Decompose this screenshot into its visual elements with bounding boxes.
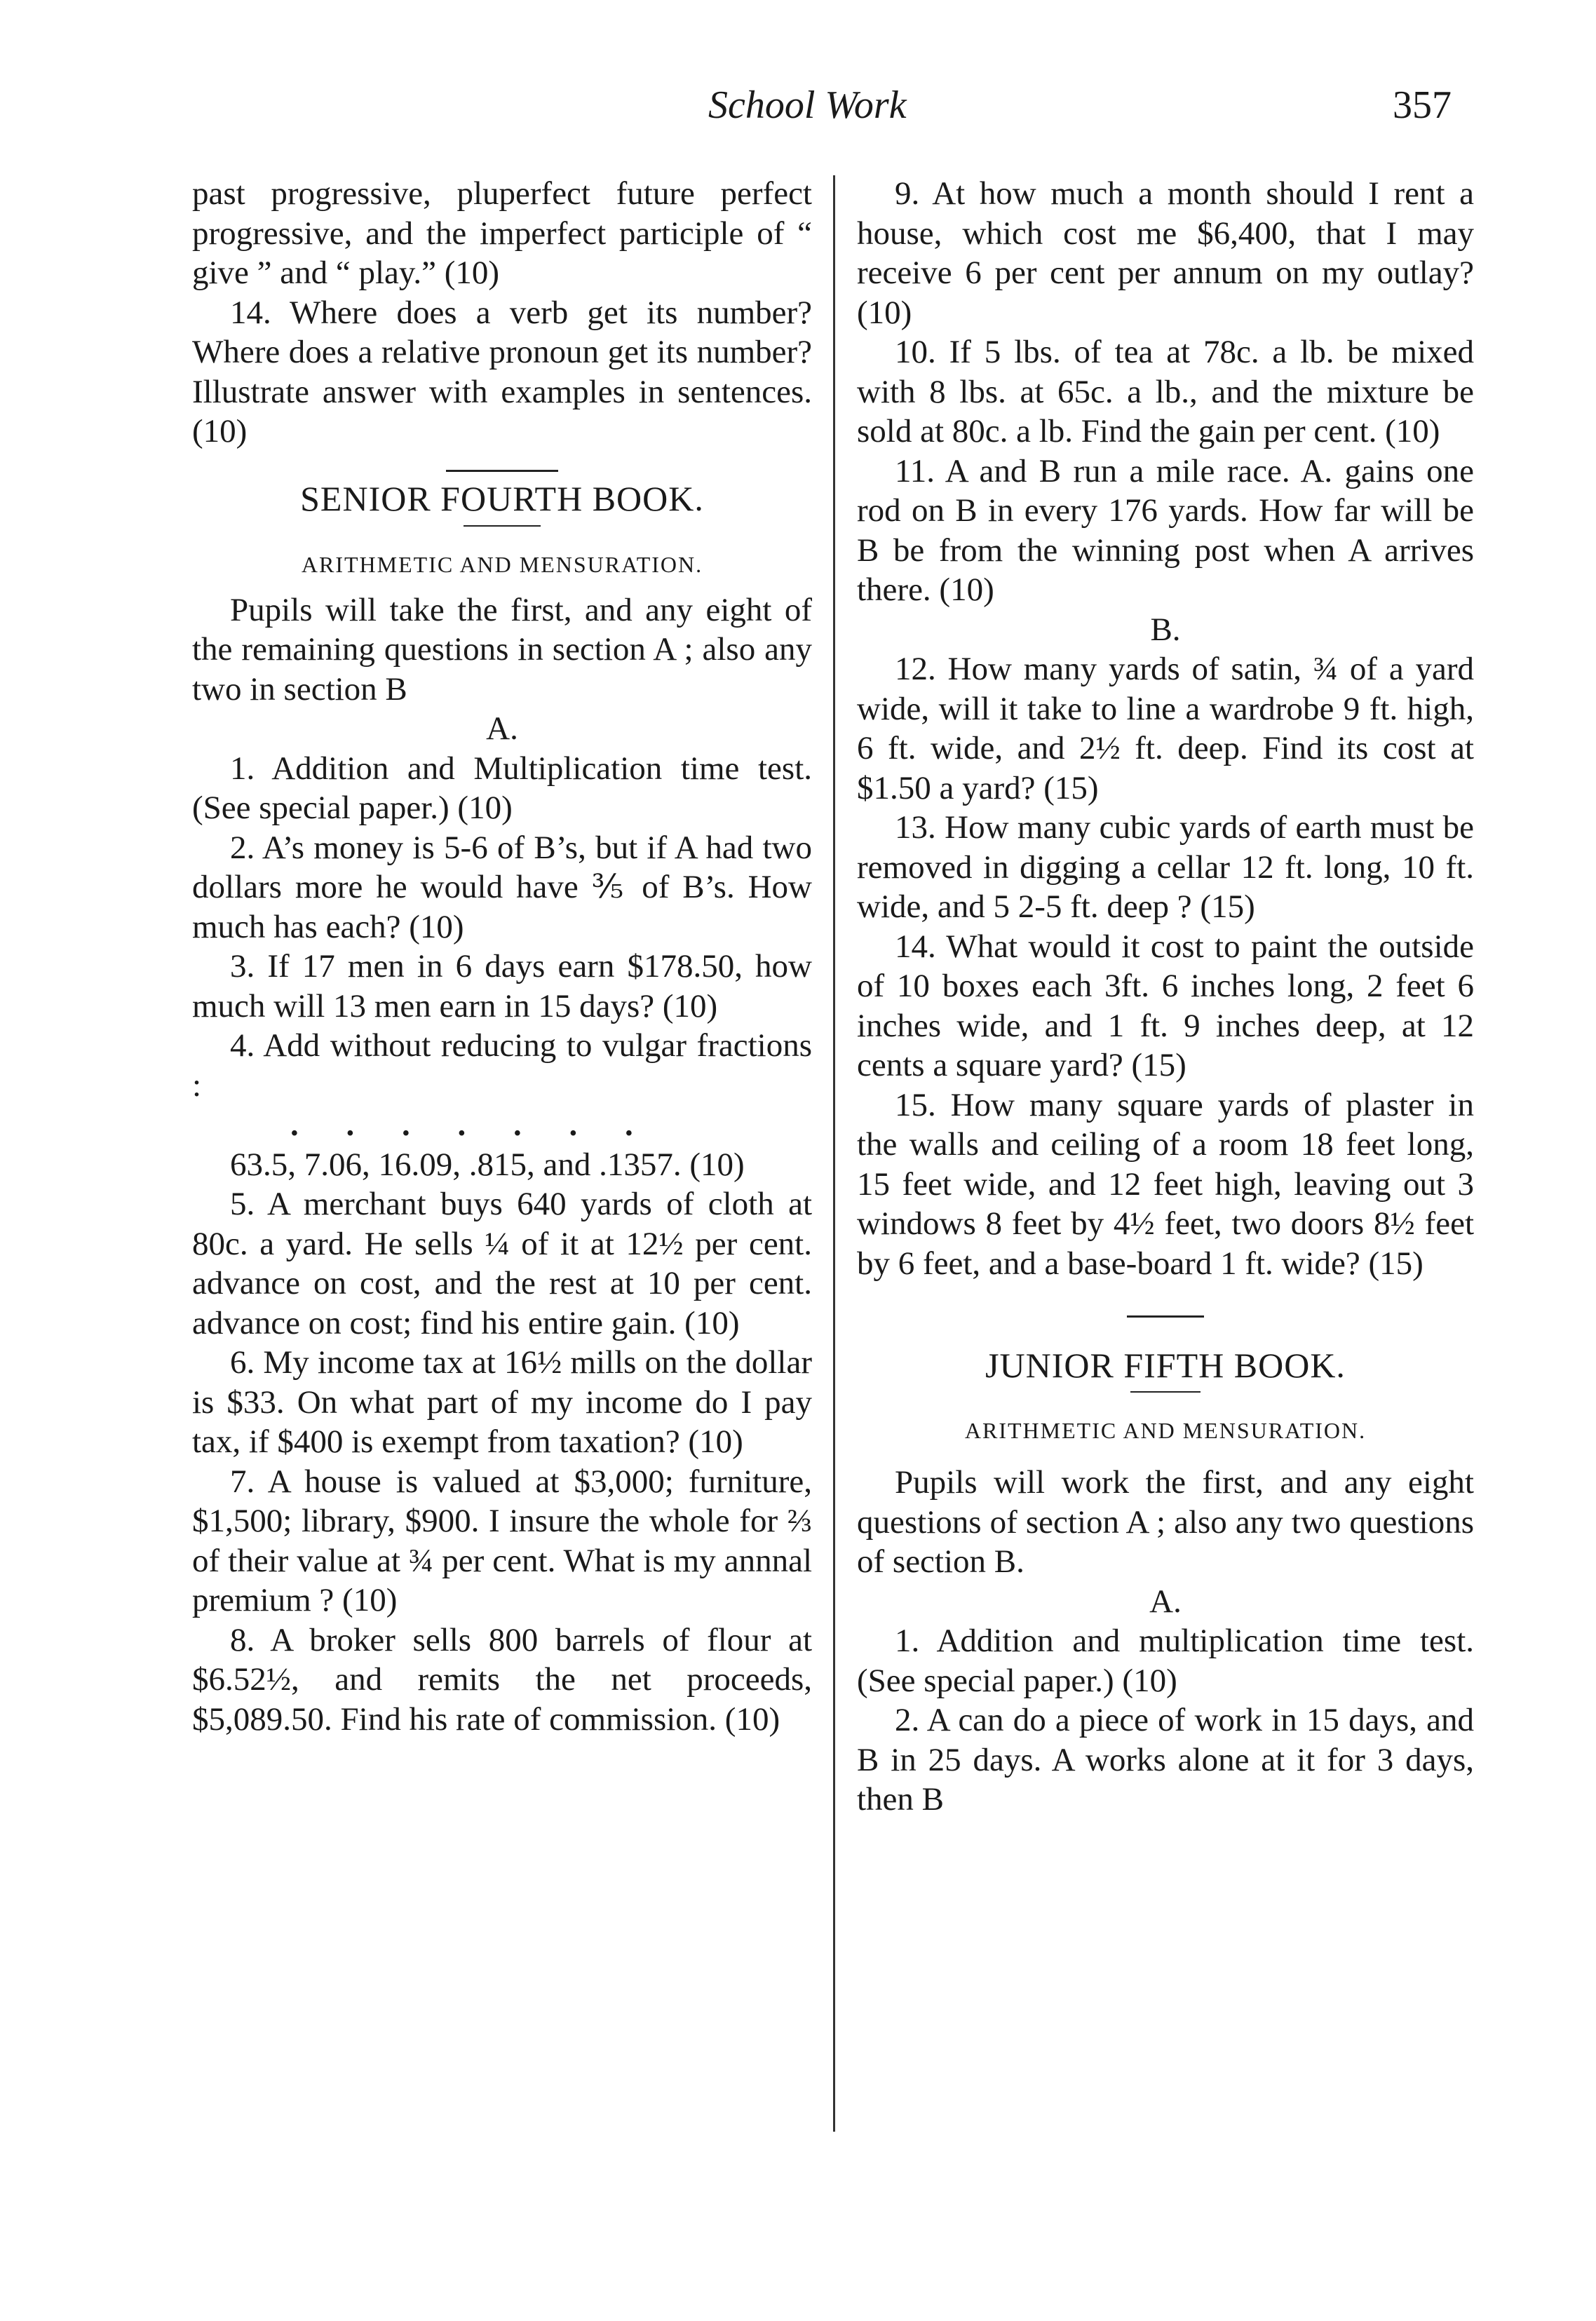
section-title-junior-fifth-book: JUNIOR FIFTH BOOK. <box>985 1346 1346 1385</box>
question-13-continued: past progressive, pluperfect future perfect progressive, and the imperfect participle of “ give ” and “ play.” (10) <box>192 175 812 291</box>
question-15: 15. How many square yards of plaster in the walls and ceiling of a room 18 feet long, 15 feet wide, and 12 feet high, leaving out 3 windows 8 feet by 4½ feet, two doors 8½ feet by 6 feet, and a base-board 1 ft. wide? (15) <box>857 1086 1474 1282</box>
question-10: 10. If 5 lbs. of tea at 78c. a lb. be mixed with 8 lbs. at 65c. a lb., and the mixture be sold at 80c. a lb. Find the gain per cent. (10) <box>857 334 1474 449</box>
instructions: Pupils will take the first, and any eight of the remaining questions in section A ; also any two in section B <box>192 591 812 708</box>
question-11: 11. A and B run a mile race. A. gains one rod on B in every 176 yards. How far will be B be from the winning post when A arrives there. (10) <box>857 452 1474 608</box>
recurring-decimal-dots: . . . . . . . <box>290 1107 653 1143</box>
running-head-title: School Work <box>708 83 907 127</box>
subsection-title: ARITHMETIC AND MENSURATION. <box>301 552 703 577</box>
column-divider <box>833 175 835 2132</box>
question-1: 1. Addition and multiplication time test. (See special paper.) (10) <box>857 1623 1474 1699</box>
question-3: 3. If 17 men in 6 days earn $178.50, how much will 13 men earn in 15 days? (10) <box>192 948 812 1024</box>
page-number: 357 <box>1393 83 1452 127</box>
question-6: 6. My income tax at 16½ mills on the dollar is $33. On what part of my income do I pay tax, if $400 is exempt from taxation? (10) <box>192 1344 812 1460</box>
question-14: 14. Where does a verb get its number? Where does a relative pronoun get its number? Illustrate answer with examples in sentences. (10) <box>192 294 812 449</box>
subsection-title: ARITHMETIC AND MENSURATION. <box>964 1417 1367 1443</box>
question-9: 9. At how much a month should I rent a house, which cost me $6,400, that I may receive 6 per cent per annum on my outlay? (10) <box>857 175 1474 331</box>
question-2: 2. A’s money is 5-6 of B’s, but if A had two dollars more he would have ⅗ of B’s. How much has each? (10) <box>192 829 812 945</box>
question-7: 7. A house is valued at $3,000; furniture, $1,500; library, $900. I insure the whole for ⅔ of their value at ¾ per cent. What is my annnal premium ? (10) <box>192 1463 812 1618</box>
section-title-senior-fourth-book: SENIOR FOURTH BOOK. <box>300 478 704 518</box>
question-5: 5. A merchant buys 640 yards of cloth at 80c. a yard. He sells ¼ of it at 12½ per cent. advance on cost, and the rest at 10 per cent. advance on cost; find his entire gain. (10) <box>192 1186 812 1341</box>
part-a-heading: A. <box>486 710 518 747</box>
question-8: 8. A broker sells 800 barrels of flour at $6.52½, and remits the net proceeds, $5,089.50. Find his rate of commission. (10) <box>192 1621 812 1738</box>
question-12: 12. How many yards of satin, ¾ of a yard wide, will it take to line a wardrobe 9 ft. high, 6 ft. wide, and 2½ ft. deep. Find its cost at $1.50 a yard? (15) <box>857 651 1474 806</box>
question-4-values: 63.5, 7.06, 16.09, .815, and .1357. (10) <box>230 1146 745 1183</box>
question-4: 4. Add without reducing to vulgar fractions : <box>192 1027 812 1104</box>
question-14: 14. What would it cost to paint the outside of 10 boxes each 3ft. 6 inches long, 2 feet 6 inches wide, and 1 ft. 9 inches deep, at 12 cents a square yard? (15) <box>857 928 1474 1083</box>
question-2: 2. A can do a piece of work in 15 days, and B in 25 days. A works alone at it for 3 days, then B <box>857 1702 1474 1818</box>
part-a-heading: A. <box>1149 1583 1182 1620</box>
left-column <box>192 174 812 1739</box>
question-13: 13. How many cubic yards of earth must be removed in digging a cellar 12 ft. long, 10 ft. wide, and 5 2-5 ft. deep ? (15) <box>857 809 1474 925</box>
question-1: 1. Addition and Multiplication time test. (See special paper.) (10) <box>192 750 812 826</box>
part-b-heading: B. <box>1150 611 1181 648</box>
right-column <box>857 174 1474 1820</box>
instructions: Pupils will work the first, and any eight questions of section A ; also any two questions of section B. <box>857 1464 1474 1580</box>
